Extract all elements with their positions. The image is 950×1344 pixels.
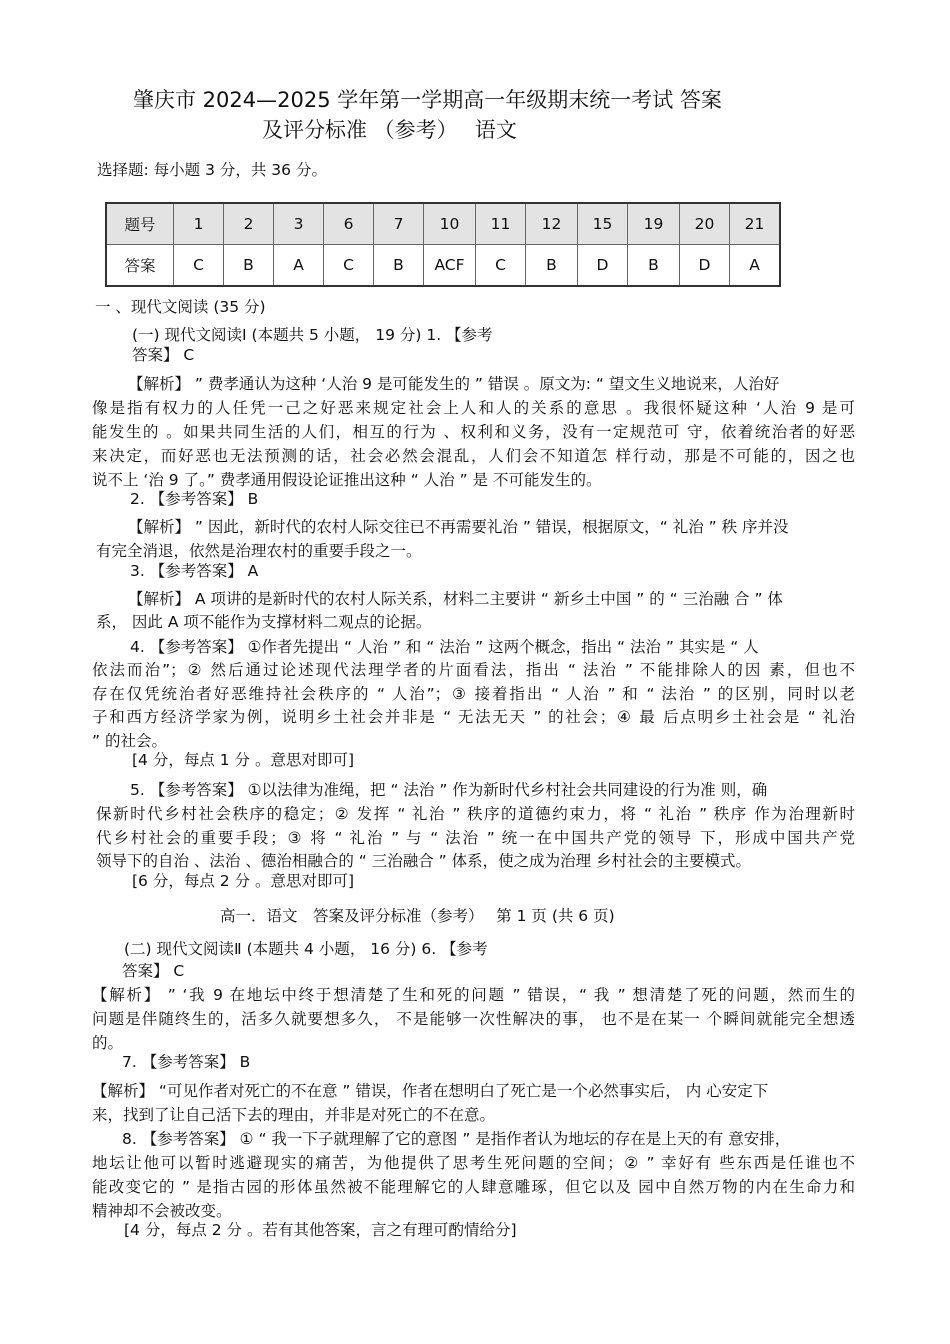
text-line: 【解析】 ” ‘我 9 在地坛中终于想清楚了生和死的问题 ” 错误，“ 我 ” 想清楚了死的问题，然而生的: [92, 986, 855, 1004]
text-line: 【解析】 “可见作者对死亡的不在意 ” 错误，作者在想明白了死亡是一个必然事实后， 内 心安定下: [92, 1082, 769, 1100]
text-line: 8. 【参考答案】 ① “ 我一下子就理解了它的意图 ” 是指作者认为地坛的存在是上天的有 意安排，: [122, 1130, 791, 1148]
table-cell: D: [578, 245, 628, 287]
text-line: 的。: [92, 1034, 124, 1052]
table-cell: 6: [324, 203, 374, 245]
table-row-answers: [106, 245, 780, 287]
table-cell: D: [680, 245, 730, 287]
text-line: [4 分，每点 2 分 。若有其他答案，言之有理可酌情给分]: [124, 1221, 517, 1239]
table-cell: 15: [578, 203, 628, 245]
text-line: 4. 【参考答案】 ①作者先提出 “ 人治 ” 和 “ 法治 ” 这两个概念，指出 “ 法治 ” 其实是 “ 人: [130, 638, 759, 656]
text-line: 【解析】 ” 因此，新时代的农村人际交往已不再需要礼治 ” 错误，根据原文，“ 礼治 ” 秩 序并没: [128, 518, 789, 536]
text-line: 【解析】 A 项讲的是新时代的农村人际关系，材料二主要讲 “ 新乡土中国 ” 的 “ 三治融 合 ” 体: [128, 590, 783, 608]
table-cell: 7: [374, 203, 424, 245]
table-cell: ACF: [424, 245, 476, 287]
text-line: 能改变它的 ” 是指古园的形体虽然被不能理解它的人肆意雕琢，但它以及 园中自然万物的内在生命力和: [92, 1178, 855, 1196]
table-cell: 3: [274, 203, 324, 245]
text-line: 依法而治”；② 然后通过论述现代法理学者的片面看法，指出 “ 法治 ” 不能排除人的因 素，但也不: [92, 661, 855, 679]
table-cell: B: [224, 245, 274, 287]
text-line: 像是指有权力的人任凭一己之好恶来规定社会上人和人的关系的意思 。我很怀疑这种 ‘人治 9 是可: [92, 399, 855, 417]
page-footer: 高一．语文 答案及评分标准（参考） 第 1 页 (共 6 页): [220, 907, 615, 925]
text-line: 问题是伴随终生的，活多久就要想多久， 不是能够一次性解决的事， 也不是在某一 个瞬间就能完全想透: [92, 1010, 855, 1028]
table-cell: 21: [730, 203, 781, 245]
text-line: 5. 【参考答案】 ①以法律为准绳，把 “ 法治 ” 作为新时代乡村社会共同建设的行为准 则，确: [130, 781, 768, 799]
table-cell: C: [174, 245, 224, 287]
text-line: 能发生的 。如果共同生活的人们，相互的行为 、权利和义务，没有一定规范可 守，依着统治者的好恶: [92, 423, 855, 441]
choice-intro: 选择题: 每小题 3 分，共 36 分。: [97, 161, 327, 179]
table-cell: A: [274, 245, 324, 287]
text-line: 答案】 C: [122, 962, 185, 980]
table-cell: C: [324, 245, 374, 287]
text-line: 来，找到了让自己活下去的理由，并非是对死亡的不在意。: [92, 1106, 496, 1124]
text-line: 领导下的自治 、法治 、德治相融合的 “ 三治融合 ” 体系，使之成为治理 乡村社会的主要模式。: [96, 852, 752, 870]
text-line: 3. 【参考答案】 A: [130, 562, 259, 580]
text-line: 地坛让他可以暂时逃避现实的痛苦，为他提供了思考生死问题的空间；② ” 幸好有 些东西是任谁也不: [92, 1154, 855, 1172]
text-line: (二) 现代文阅读Ⅱ (本题共 4 小题， 16 分) 6. 【参考: [124, 940, 488, 958]
text-line: 有完全消退，依然是治理农村的重要手段之一。: [96, 542, 422, 560]
text-line: 一 、现代文阅读 (35 分): [95, 298, 266, 316]
text-line: [6 分，每点 2 分 。意思对即可]: [132, 872, 355, 890]
table-cell: A: [730, 245, 781, 287]
table-header-label: 题号: [106, 203, 174, 245]
table-cell: B: [526, 245, 578, 287]
table-cell: 10: [424, 203, 476, 245]
text-line: 代乡村社会的重要手段；③ 将 “ 礼治 ” 与 “ 法治 ” 统一在中国共产党的领导 下，形成中国共产党: [96, 829, 855, 847]
table-answer-label: 答案: [106, 245, 174, 287]
text-line: 系， 因此 A 项不能作为支撑材料二观点的论据。: [96, 613, 432, 631]
text-line: ” 的社会。: [92, 732, 167, 750]
text-line: 7. 【参考答案】 B: [122, 1053, 251, 1071]
document-title-line-2: 及评分标准 （参考） 语文: [262, 118, 517, 142]
text-line: 存在仅凭统治者好恶维持社会秩序的 “ 人治”；③ 接着指出 “ 人治 ” 和 “ 法治 ” 的区别，同时以老: [92, 685, 855, 703]
text-line: [4 分，每点 1 分 。意思对即可]: [132, 751, 355, 769]
document-title-line-1: 肇庆市 2024—2025 学年第一学期高一年级期末统一考试 答案: [133, 88, 722, 112]
text-line: 来决定，而好恶也无法预测的话，社会必然会混乱，人们会不知道怎 样行动，那是不可能的，因之也: [92, 447, 855, 465]
table-cell: 11: [476, 203, 526, 245]
answer-table: [105, 202, 781, 287]
text-line: 精神却不会被改变。: [92, 1202, 232, 1220]
text-line: 说不上 ‘治 9 了。” 费孝通用假设论证推出这种 “ 人治 ” 是 不可能发生的。: [92, 471, 602, 489]
table-cell: B: [374, 245, 424, 287]
text-line: 子和西方经济学家为例，说明乡土社会并非是 “ 无法无天 ” 的社会；④ 最 后点明乡土社会是 “ 礼治: [92, 708, 855, 726]
table-cell: C: [476, 245, 526, 287]
table-cell: B: [628, 245, 680, 287]
table-cell: 20: [680, 203, 730, 245]
table-row-numbers: [106, 203, 780, 245]
text-line: 2. 【参考答案】 B: [130, 490, 259, 508]
table-cell: 2: [224, 203, 274, 245]
table-cell: 19: [628, 203, 680, 245]
text-line: 保新时代乡村社会秩序的稳定；② 发挥 “ 礼治 ” 秩序的道德约束力，将 “ 礼治 ” 秩序 作为治理新时: [96, 805, 855, 823]
text-line: (一) 现代文阅读Ⅰ (本题共 5 小题， 19 分) 1. 【参考: [132, 326, 493, 344]
text-line: 答案】 C: [132, 346, 195, 364]
table-cell: 1: [174, 203, 224, 245]
table-cell: 12: [526, 203, 578, 245]
text-line: 【解析】 ” 费孝通认为这种 ‘人治 9 是可能发生的 ” 错误 。原文为: “ 望文生义地说来，人治好: [128, 375, 780, 393]
